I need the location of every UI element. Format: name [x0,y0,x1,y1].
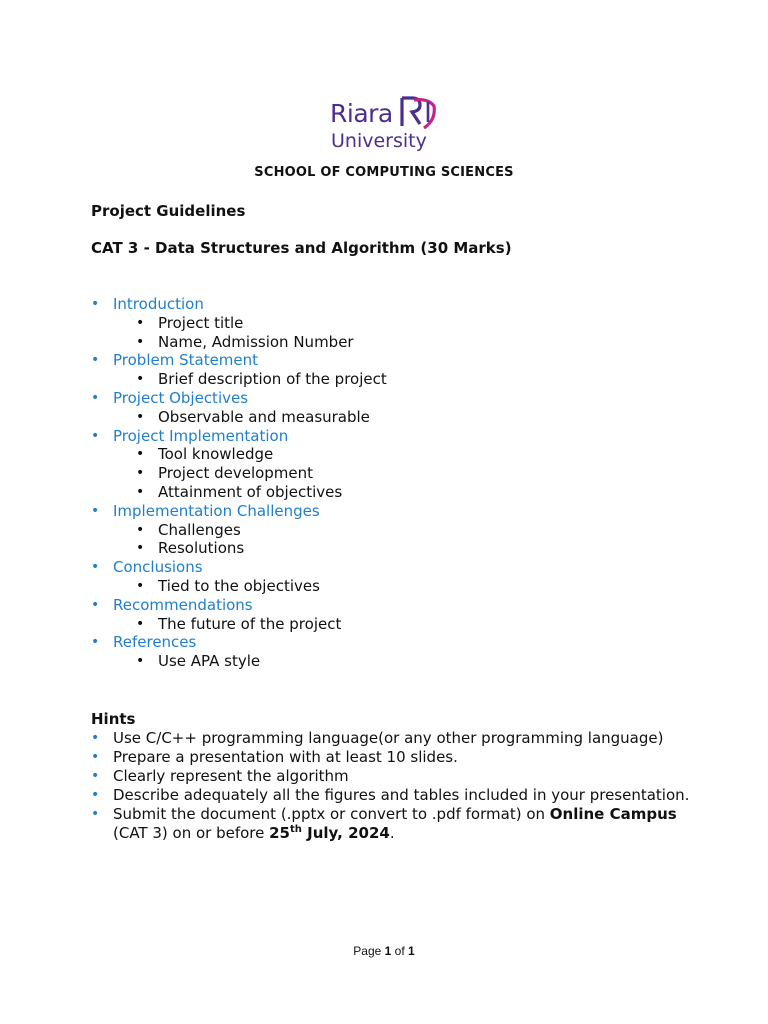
bullet-icon: • [91,596,100,613]
section-label: Conclusions [113,558,203,577]
bullet-icon: • [91,749,100,765]
hint-item [91,767,691,786]
outline-section-title [91,427,387,446]
sub-list [91,652,387,671]
outline-section [91,427,387,502]
hint-item [91,786,691,805]
outline-section-title [91,295,387,314]
bullet-icon: • [91,768,100,784]
bullet-icon: • [136,521,145,538]
logo-word-university: University [331,130,427,152]
bullet-icon: • [136,465,145,482]
sub-list-item [136,539,387,558]
sub-list-item [136,332,387,352]
hints-heading: Hints [91,710,136,728]
footer-of-word: of [394,944,405,958]
hint-text: Prepare a presentation with at least 10 slides. [113,748,458,766]
section-label: Problem Statement [113,351,259,370]
footer-page-word: Page [353,944,382,958]
bullet-icon: • [91,296,100,312]
sub-item-text: Name, Admission Number [158,332,354,351]
bullet-icon: • [136,615,145,632]
section-label: Introduction [113,295,204,313]
hint-text: Submit the document (.pptx or convert to .pdf format) on [113,805,550,823]
bullet-icon: • [136,653,145,670]
sub-list [91,445,387,501]
bullet-icon: • [91,389,100,406]
bullet-icon: • [91,787,100,803]
section-label: Project Objectives [113,388,249,407]
bullet-icon: • [91,634,100,651]
outline-section [91,389,387,427]
hint-text: . [389,824,395,842]
sub-list-item [136,445,387,464]
sub-item-text: Tool knowledge [158,445,274,464]
sub-item-text: Use APA style [158,652,261,671]
bullet-icon: • [136,540,145,557]
bullet-icon: • [136,314,145,331]
sub-list [91,370,387,389]
footer-current-page: 1 [384,944,392,958]
sub-list [91,615,387,634]
sub-item-text: Challenges [158,520,241,539]
hint-text: Clearly represent the algorithm [113,767,349,785]
outline-section [91,633,387,671]
outline-section-title [91,596,387,615]
section-label: Project Implementation [113,426,289,445]
bullet-icon: • [91,427,100,444]
outline-section-title [91,633,387,652]
online-campus-text: Online Campus [549,805,677,823]
hint-text: Use C/C++ programming language(or any other programming language) [113,729,664,747]
section-label: Implementation Challenges [113,501,320,520]
bullet-icon: • [91,730,100,746]
outline-section-title [91,502,387,521]
sub-item-text: Attainment of objectives [158,482,343,501]
outline-section [91,596,387,634]
deadline-day-suffix: th [290,824,302,835]
sub-item-text: Resolutions [158,539,245,558]
sub-list-item [136,520,387,540]
sub-list-item [136,407,387,427]
outline-section [91,558,387,596]
hint-text: (CAT 3) on or before [113,824,270,842]
guidelines-outline [91,295,387,671]
deadline-day: 25 [269,824,290,842]
bullet-icon: • [136,446,145,463]
cat-title-heading: CAT 3 - Data Structures and Algorithm (30 Marks) [91,239,512,257]
bullet-icon: • [136,408,145,425]
sub-list-item [136,370,387,389]
sub-list-item [136,482,387,502]
section-label: Recommendations [113,595,253,614]
sub-item-text: The future of the project [158,614,342,633]
sub-list [91,577,387,596]
page-footer [0,944,768,958]
footer-total-pages: 1 [408,944,415,958]
hint-item [91,748,691,767]
sub-list-item [136,313,387,333]
logo-emblem-icon [398,96,438,132]
hint-item [91,729,691,748]
deadline-month-year: July, 2024 [301,824,390,842]
sub-list-item [136,576,387,596]
hint-text: Describe adequately all the figures and tables included in your presentation. [113,786,690,804]
sub-list-item [136,652,387,671]
outline-section-title [91,351,387,370]
outline-section-title [91,558,387,577]
bullet-icon: • [91,352,100,369]
school-name: SCHOOL OF COMPUTING SCIENCES [254,165,514,180]
sub-list [91,521,387,559]
sub-list-item [136,614,387,634]
sub-item-text: Brief description of the project [158,370,387,389]
outline-section-title [91,389,387,408]
bullet-icon: • [136,483,145,500]
outline-section [91,295,387,351]
bullet-icon: • [91,806,100,822]
bullet-icon: • [91,559,100,576]
bullet-icon: • [91,502,100,519]
riara-university-logo [330,96,442,160]
sub-item-text: Project development [158,464,314,483]
sub-list-item [136,464,387,483]
bullet-icon: • [136,333,145,350]
sub-list [91,314,387,352]
logo-word-riara: Riara [330,99,393,128]
sub-list [91,408,387,427]
outline-section [91,351,387,389]
bullet-icon: • [136,371,145,388]
sub-item-text: Project title [158,313,244,332]
sub-item-text: Tied to the objectives [158,576,320,595]
outline-section [91,502,387,558]
project-guidelines-heading: Project Guidelines [91,202,246,220]
section-label: References [113,633,197,652]
bullet-icon: • [136,577,145,594]
sub-item-text: Observable and measurable [158,407,370,426]
hint-item-submission [91,805,691,843]
hints-list [91,729,691,843]
